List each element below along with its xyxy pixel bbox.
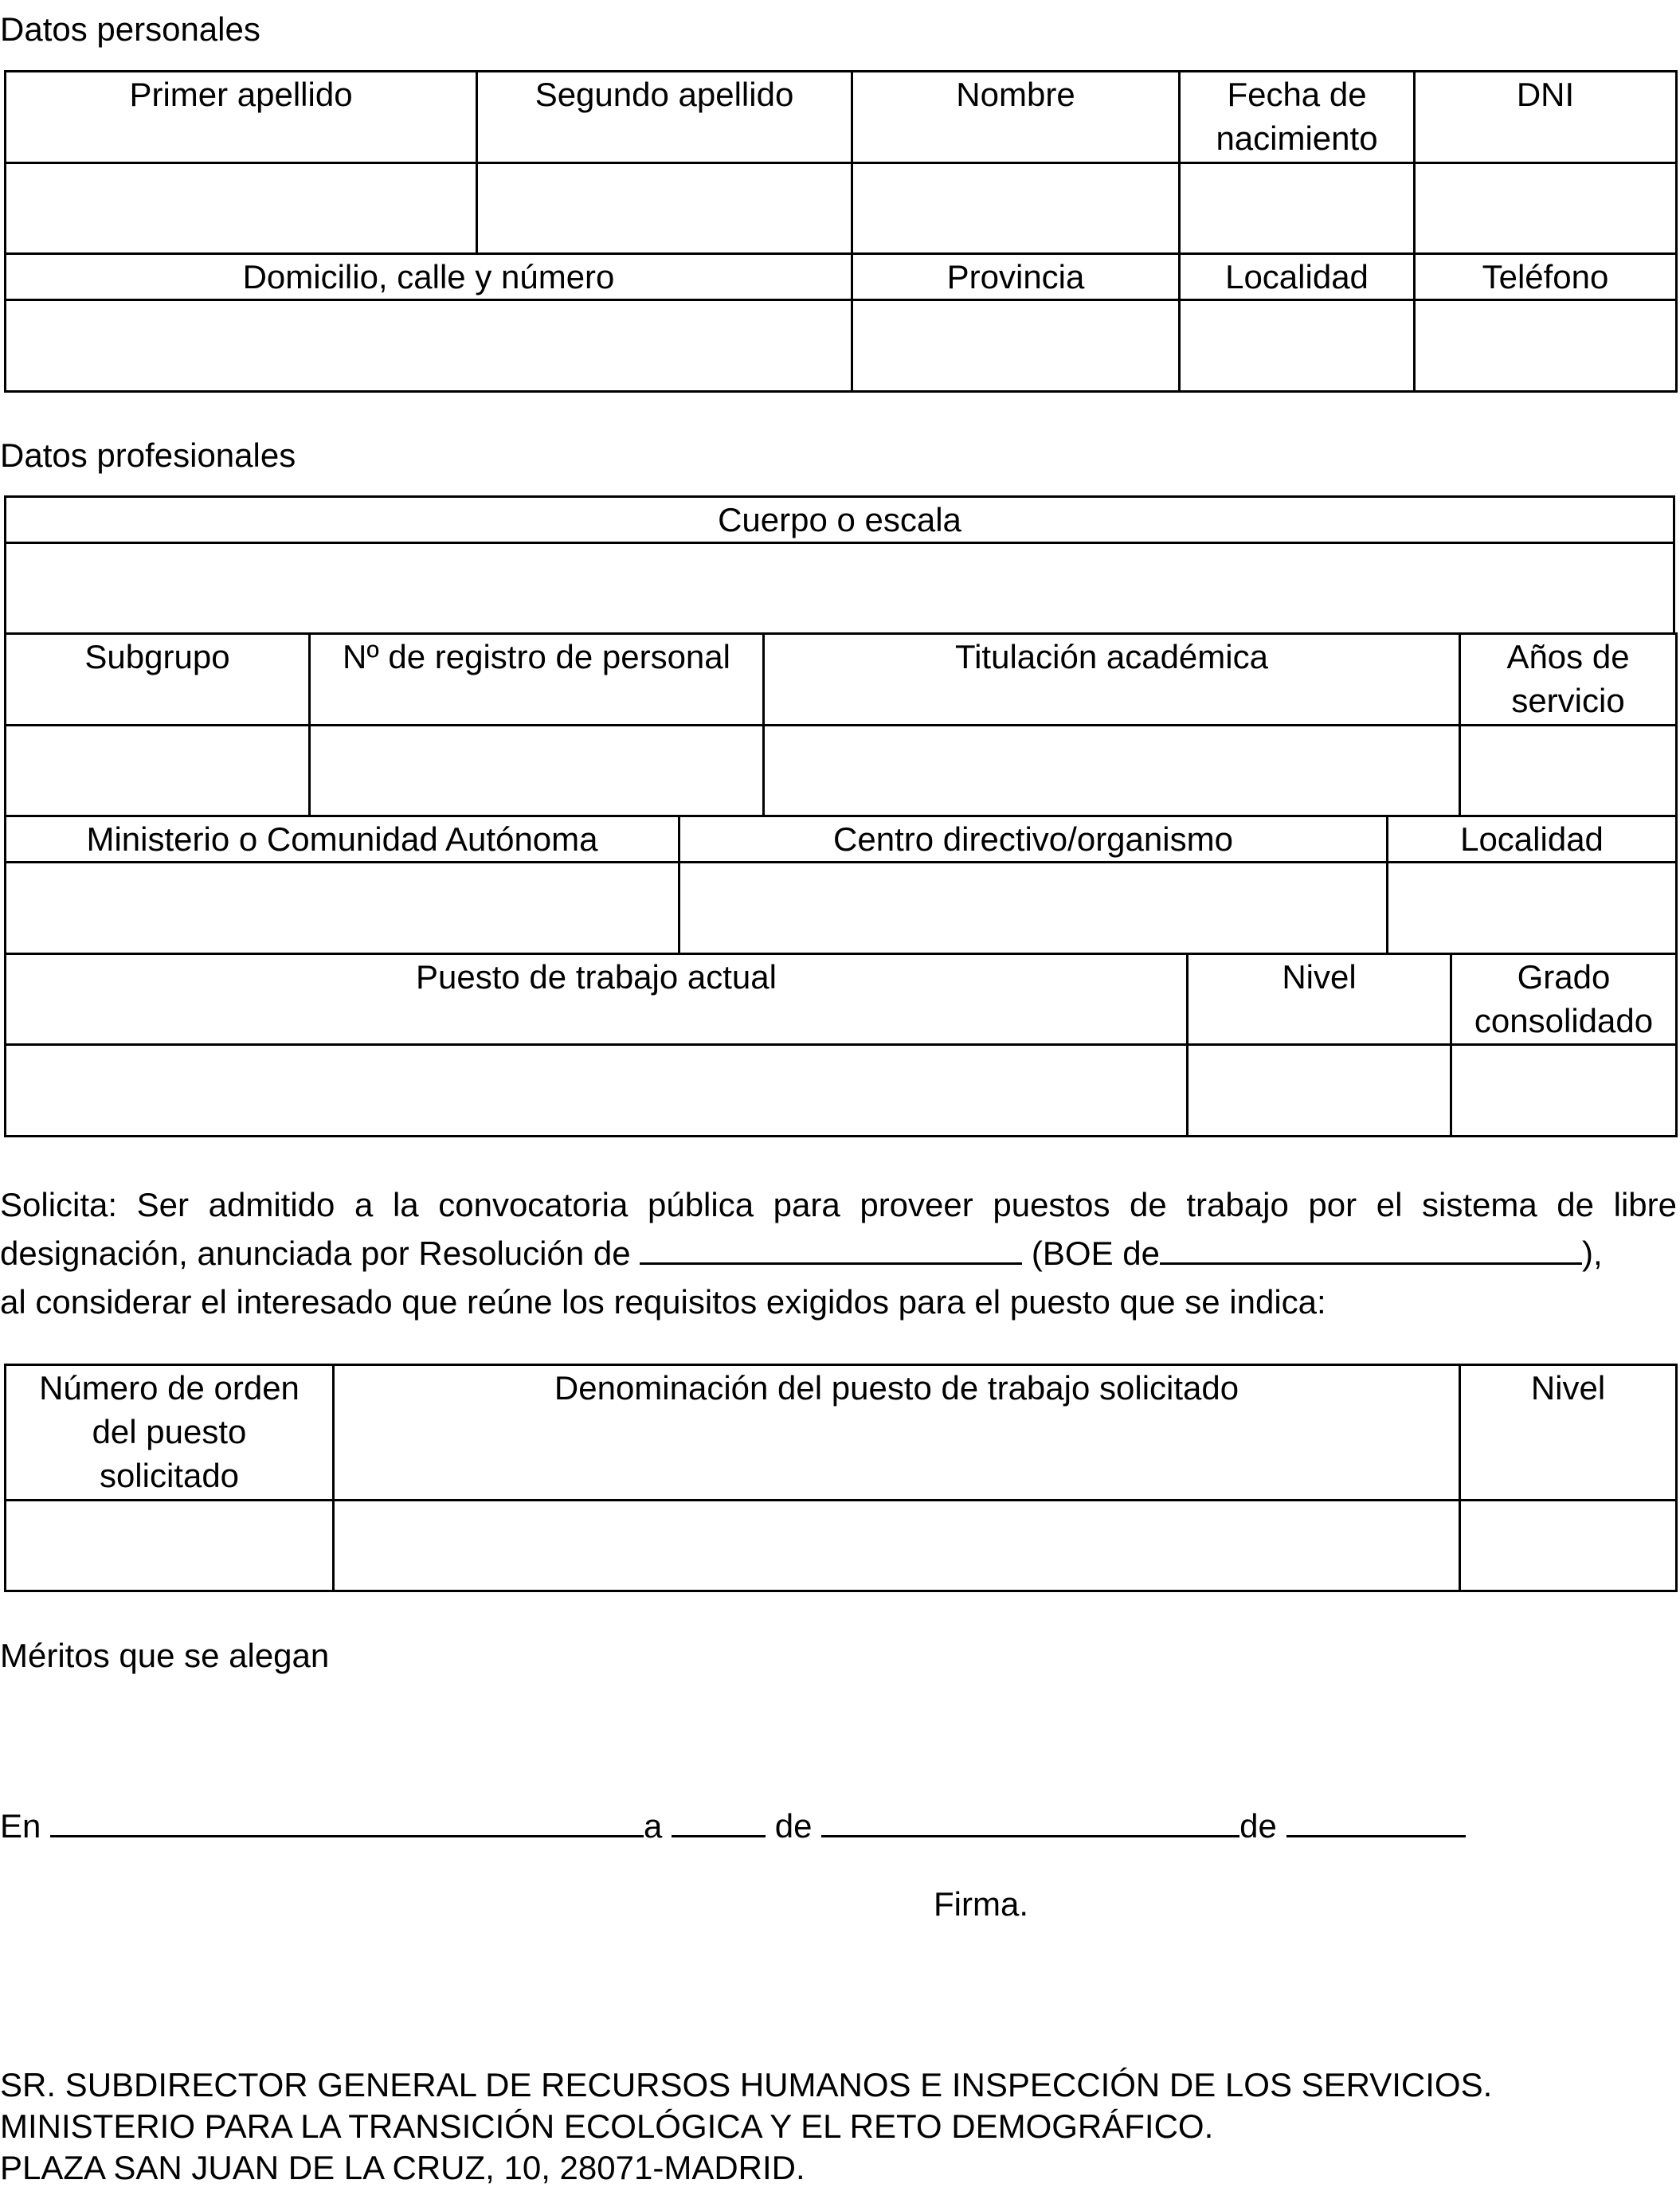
numero-orden-field[interactable] <box>6 1501 334 1591</box>
segundo-apellido-field[interactable] <box>477 163 852 254</box>
localidad-profesional-field[interactable] <box>1388 863 1677 954</box>
header-cuerpo-escala: Cuerpo o escala <box>6 497 1674 543</box>
subgrupo-table <box>4 632 1678 817</box>
header-registro-personal: Nº de registro de personal <box>310 634 764 726</box>
header-domicilio: Domicilio, calle y número <box>6 254 852 300</box>
header-provincia: Provincia <box>852 254 1180 300</box>
personal-data-table <box>4 70 1678 393</box>
provincia-field[interactable] <box>852 300 1180 392</box>
header-puesto-actual: Puesto de trabajo actual <box>6 954 1188 1045</box>
puesto-solicitado-table <box>4 1364 1678 1592</box>
solicita-line-1: Solicita: Ser admitido a la convocatoria pública para proveer puestos de trabajo por el sistema de libre <box>0 1186 1677 1223</box>
anos-servicio-field[interactable] <box>1460 726 1677 816</box>
en-label: En <box>0 1807 41 1845</box>
denominacion-puesto-field[interactable] <box>334 1501 1460 1591</box>
telefono-field[interactable] <box>1415 300 1677 392</box>
puesto-actual-table <box>4 953 1678 1137</box>
header-nivel-solicitado: Nivel <box>1460 1365 1677 1501</box>
header-subgrupo: Subgrupo <box>6 634 310 726</box>
header-ministerio: Ministerio o Comunidad Autónoma <box>6 816 679 863</box>
de-label-1: de <box>774 1807 813 1845</box>
professional-data-title: Datos profesionales <box>0 436 296 474</box>
header-anos-servicio: Años de servicio <box>1460 634 1677 726</box>
header-nombre: Nombre <box>852 72 1180 163</box>
header-grado-consolidado: Grado consolidado <box>1451 954 1677 1045</box>
dni-field[interactable] <box>1415 163 1677 254</box>
ministerio-table <box>4 815 1678 955</box>
solicita-line-2 <box>0 1229 1677 1278</box>
date-line <box>0 1803 1466 1845</box>
grado-consolidado-field[interactable] <box>1451 1045 1677 1137</box>
header-titulacion: Titulación académica <box>764 634 1460 726</box>
solicita-line-3: al considerar el interesado que reúne los requisitos exigidos para el puesto que se indica: <box>0 1283 1326 1321</box>
header-dni: DNI <box>1415 72 1677 163</box>
addressee-line-3: PLAZA SAN JUAN DE LA CRUZ, 10, 28071-MADRID. <box>0 2149 805 2186</box>
solicita-paragraph <box>0 1180 1677 1326</box>
header-denominacion-puesto: Denominación del puesto de trabajo solicitado <box>334 1365 1460 1501</box>
domicilio-field[interactable] <box>6 300 852 392</box>
fecha-nacimiento-field[interactable] <box>1180 163 1415 254</box>
header-numero-orden: Número de orden del puesto solicitado <box>6 1365 334 1501</box>
place-blank[interactable] <box>50 1803 644 1837</box>
year-blank[interactable] <box>1286 1803 1466 1837</box>
header-fecha-nacimiento: Fecha de nacimiento <box>1180 72 1415 163</box>
month-blank[interactable] <box>821 1803 1239 1837</box>
header-telefono: Teléfono <box>1415 254 1677 300</box>
nivel-actual-field[interactable] <box>1188 1045 1451 1137</box>
localidad-field[interactable] <box>1180 300 1415 392</box>
registro-personal-field[interactable] <box>310 726 764 816</box>
header-primer-apellido: Primer apellido <box>6 72 477 163</box>
addressee-line-1: SR. SUBDIRECTOR GENERAL DE RECURSOS HUMANOS E INSPECCIÓN DE LOS SERVICIOS. <box>0 2066 1493 2103</box>
header-centro-directivo: Centro directivo/organismo <box>679 816 1388 863</box>
nivel-solicitado-field[interactable] <box>1460 1501 1677 1591</box>
nombre-field[interactable] <box>852 163 1180 254</box>
centro-directivo-field[interactable] <box>679 863 1388 954</box>
day-blank[interactable] <box>672 1803 766 1837</box>
header-nivel-actual: Nivel <box>1188 954 1451 1045</box>
boe-date-blank[interactable] <box>1160 1231 1582 1265</box>
meritos-title: Méritos que se alegan <box>0 1637 330 1674</box>
signature-label: Firma. <box>934 1885 1028 1923</box>
boe-label: (BOE de <box>1031 1235 1160 1272</box>
titulacion-field[interactable] <box>764 726 1460 816</box>
header-segundo-apellido: Segundo apellido <box>477 72 852 163</box>
cuerpo-table <box>4 495 1675 635</box>
puesto-actual-field[interactable] <box>6 1045 1188 1137</box>
resolucion-label: designación, anunciada por Resolución de <box>0 1235 631 1272</box>
ministerio-field[interactable] <box>6 863 679 954</box>
boe-close: ), <box>1581 1235 1603 1272</box>
addressee-line-2: MINISTERIO PARA LA TRANSICIÓN ECOLÓGICA Y EL RETO DEMOGRÁFICO. <box>0 2107 1214 2145</box>
cuerpo-escala-field[interactable] <box>6 543 1674 634</box>
primer-apellido-field[interactable] <box>6 163 477 254</box>
header-localidad-profesional: Localidad <box>1388 816 1677 863</box>
header-localidad: Localidad <box>1180 254 1415 300</box>
resolucion-date-blank[interactable] <box>640 1231 1022 1265</box>
a-label: a <box>644 1807 663 1845</box>
de-label-2: de <box>1239 1807 1277 1845</box>
subgrupo-field[interactable] <box>6 726 310 816</box>
personal-data-title: Datos personales <box>0 10 260 48</box>
